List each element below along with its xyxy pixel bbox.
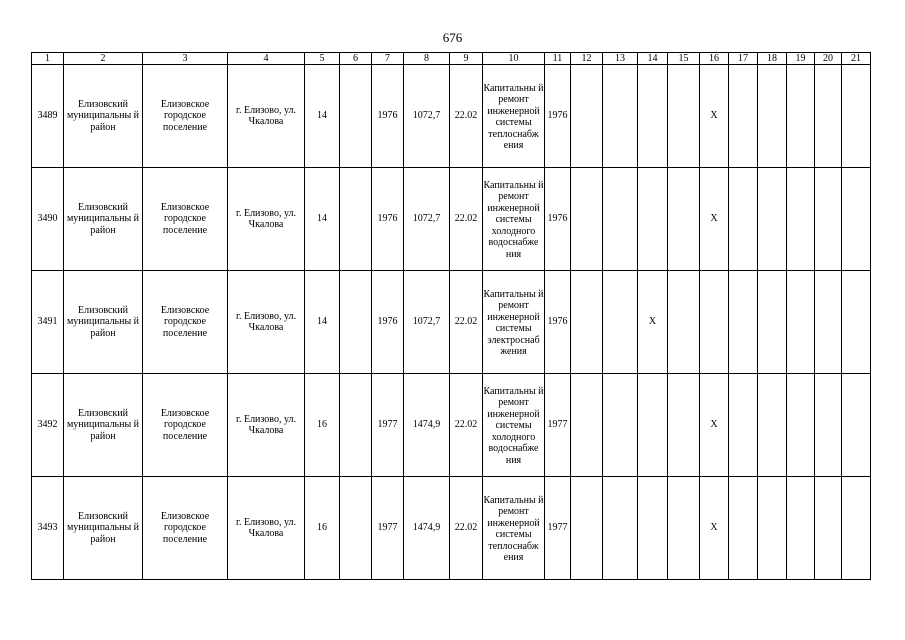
- cell-col-18: [758, 168, 787, 271]
- work-type-text: Капитальны й ремонт инженерной системы электроснаб жения: [483, 288, 544, 357]
- cell-year-built: 1976: [372, 65, 404, 168]
- column-header: 7: [372, 53, 404, 65]
- column-header: 18: [758, 53, 787, 65]
- cell-area: 1474,9: [404, 374, 450, 477]
- cell-row-number: 3493: [32, 477, 64, 580]
- cell-municipal-district: Елизовский муниципальны й район: [64, 65, 143, 168]
- column-header: 5: [305, 53, 340, 65]
- cell-col-15: [668, 374, 700, 477]
- cell-house-number: 14: [305, 168, 340, 271]
- cell-col-21: [842, 271, 871, 374]
- column-header: 15: [668, 53, 700, 65]
- cell-col-19: [787, 271, 815, 374]
- cell-house-number: 16: [305, 374, 340, 477]
- cell-col-16: [700, 271, 729, 374]
- cell-col-6: [340, 65, 372, 168]
- cell-col-20: [815, 65, 842, 168]
- column-header: 10: [483, 53, 545, 65]
- cell-col-21: [842, 65, 871, 168]
- cell-year: 1977: [545, 374, 571, 477]
- cell-col-17: [729, 477, 758, 580]
- cell-col-20: [815, 271, 842, 374]
- column-header: 17: [729, 53, 758, 65]
- cell-col-19: [787, 168, 815, 271]
- table-row: [32, 168, 871, 271]
- cell-settlement: Елизовское городское поселение: [143, 271, 228, 374]
- cell-area: 1474,9: [404, 477, 450, 580]
- cell-row-number: 3492: [32, 374, 64, 477]
- cell-year-built: 1977: [372, 477, 404, 580]
- cell-address: г. Елизово, ул. Чкалова: [228, 477, 305, 580]
- cell-area: 1072,7: [404, 65, 450, 168]
- cell-col-20: [815, 374, 842, 477]
- column-header: 11: [545, 53, 571, 65]
- cell-row-number: 3489: [32, 65, 64, 168]
- cell-col-16: X: [700, 477, 729, 580]
- column-header: 4: [228, 53, 305, 65]
- table-body: [32, 65, 871, 580]
- column-header: 12: [571, 53, 603, 65]
- cell-col-19: [787, 374, 815, 477]
- cell-col-21: [842, 477, 871, 580]
- cell-col-15: [668, 168, 700, 271]
- work-type-text: Капитальны й ремонт инженерной системы теплоснабж ения: [483, 494, 544, 563]
- cell-settlement: Елизовское городское поселение: [143, 477, 228, 580]
- cell-work-type: [483, 168, 545, 271]
- cell-col-14: [638, 374, 668, 477]
- cell-work-type: [483, 477, 545, 580]
- cell-col-18: [758, 477, 787, 580]
- cell-year: 1976: [545, 168, 571, 271]
- cell-settlement: Елизовское городское поселение: [143, 168, 228, 271]
- cell-address: г. Елизово, ул. Чкалова: [228, 65, 305, 168]
- table-row: [32, 65, 871, 168]
- cell-year: 1976: [545, 65, 571, 168]
- cell-col-20: [815, 477, 842, 580]
- cell-col-12: [571, 65, 603, 168]
- cell-municipal-district: Елизовский муниципальны й район: [64, 477, 143, 580]
- cell-col-15: [668, 65, 700, 168]
- column-header: 2: [64, 53, 143, 65]
- cell-work-type: [483, 271, 545, 374]
- cell-col-12: [571, 374, 603, 477]
- cell-settlement: Елизовское городское поселение: [143, 65, 228, 168]
- cell-col-14: [638, 65, 668, 168]
- cell-col-21: [842, 374, 871, 477]
- cell-col-6: [340, 271, 372, 374]
- cell-year: 1976: [545, 271, 571, 374]
- cell-work-type: [483, 374, 545, 477]
- cell-house-number: 16: [305, 477, 340, 580]
- cell-col-12: [571, 271, 603, 374]
- cell-work-type: [483, 65, 545, 168]
- cell-col-18: [758, 374, 787, 477]
- cell-col-13: [603, 271, 638, 374]
- cell-code: 22.02: [450, 374, 483, 477]
- cell-col-19: [787, 477, 815, 580]
- work-type-text: Капитальны й ремонт инженерной системы холодного водоснабже ния: [483, 385, 544, 466]
- cell-municipal-district: Елизовский муниципальны й район: [64, 271, 143, 374]
- cell-code: 22.02: [450, 168, 483, 271]
- column-header: 14: [638, 53, 668, 65]
- cell-col-20: [815, 168, 842, 271]
- column-header: 13: [603, 53, 638, 65]
- table-row: [32, 271, 871, 374]
- cell-col-12: [571, 477, 603, 580]
- cell-col-16: X: [700, 374, 729, 477]
- cell-row-number: 3490: [32, 168, 64, 271]
- column-header: 3: [143, 53, 228, 65]
- cell-col-17: [729, 374, 758, 477]
- column-header: 20: [815, 53, 842, 65]
- cell-col-14: [638, 168, 668, 271]
- table-row: [32, 477, 871, 580]
- cell-address: г. Елизово, ул. Чкалова: [228, 168, 305, 271]
- cell-year: 1977: [545, 477, 571, 580]
- column-header: 21: [842, 53, 871, 65]
- cell-col-17: [729, 271, 758, 374]
- cell-row-number: 3491: [32, 271, 64, 374]
- cell-settlement: Елизовское городское поселение: [143, 374, 228, 477]
- column-header: 1: [32, 53, 64, 65]
- cell-area: 1072,7: [404, 168, 450, 271]
- cell-house-number: 14: [305, 65, 340, 168]
- cell-col-18: [758, 271, 787, 374]
- cell-year-built: 1976: [372, 168, 404, 271]
- work-type-text: Капитальны й ремонт инженерной системы теплоснабж ения: [483, 82, 544, 151]
- cell-code: 22.02: [450, 65, 483, 168]
- work-type-text: Капитальны й ремонт инженерной системы холодного водоснабже ния: [483, 179, 544, 260]
- cell-code: 22.02: [450, 271, 483, 374]
- cell-code: 22.02: [450, 477, 483, 580]
- cell-col-13: [603, 65, 638, 168]
- cell-col-15: [668, 477, 700, 580]
- cell-col-14: [638, 477, 668, 580]
- cell-col-13: [603, 168, 638, 271]
- cell-address: г. Елизово, ул. Чкалова: [228, 374, 305, 477]
- cell-municipal-district: Елизовский муниципальны й район: [64, 374, 143, 477]
- cell-year-built: 1976: [372, 271, 404, 374]
- column-number-row: [32, 53, 871, 65]
- column-header: 6: [340, 53, 372, 65]
- column-header: 19: [787, 53, 815, 65]
- cell-col-14: X: [638, 271, 668, 374]
- cell-area: 1072,7: [404, 271, 450, 374]
- column-header: 16: [700, 53, 729, 65]
- cell-col-12: [571, 168, 603, 271]
- table-row: [32, 374, 871, 477]
- cell-col-21: [842, 168, 871, 271]
- page-number: 676: [442, 30, 463, 45]
- column-header: 8: [404, 53, 450, 65]
- cell-col-16: X: [700, 65, 729, 168]
- cell-col-16: X: [700, 168, 729, 271]
- cell-address: г. Елизово, ул. Чкалова: [228, 271, 305, 374]
- cell-col-18: [758, 65, 787, 168]
- cell-col-17: [729, 65, 758, 168]
- cell-col-13: [603, 374, 638, 477]
- cell-col-6: [340, 374, 372, 477]
- cell-col-19: [787, 65, 815, 168]
- cell-municipal-district: Елизовский муниципальны й район: [64, 168, 143, 271]
- cell-house-number: 14: [305, 271, 340, 374]
- cell-col-6: [340, 168, 372, 271]
- cell-col-15: [668, 271, 700, 374]
- cell-year-built: 1977: [372, 374, 404, 477]
- column-header: 9: [450, 53, 483, 65]
- cell-col-6: [340, 477, 372, 580]
- cell-col-13: [603, 477, 638, 580]
- registry-table: [31, 52, 871, 580]
- cell-col-17: [729, 168, 758, 271]
